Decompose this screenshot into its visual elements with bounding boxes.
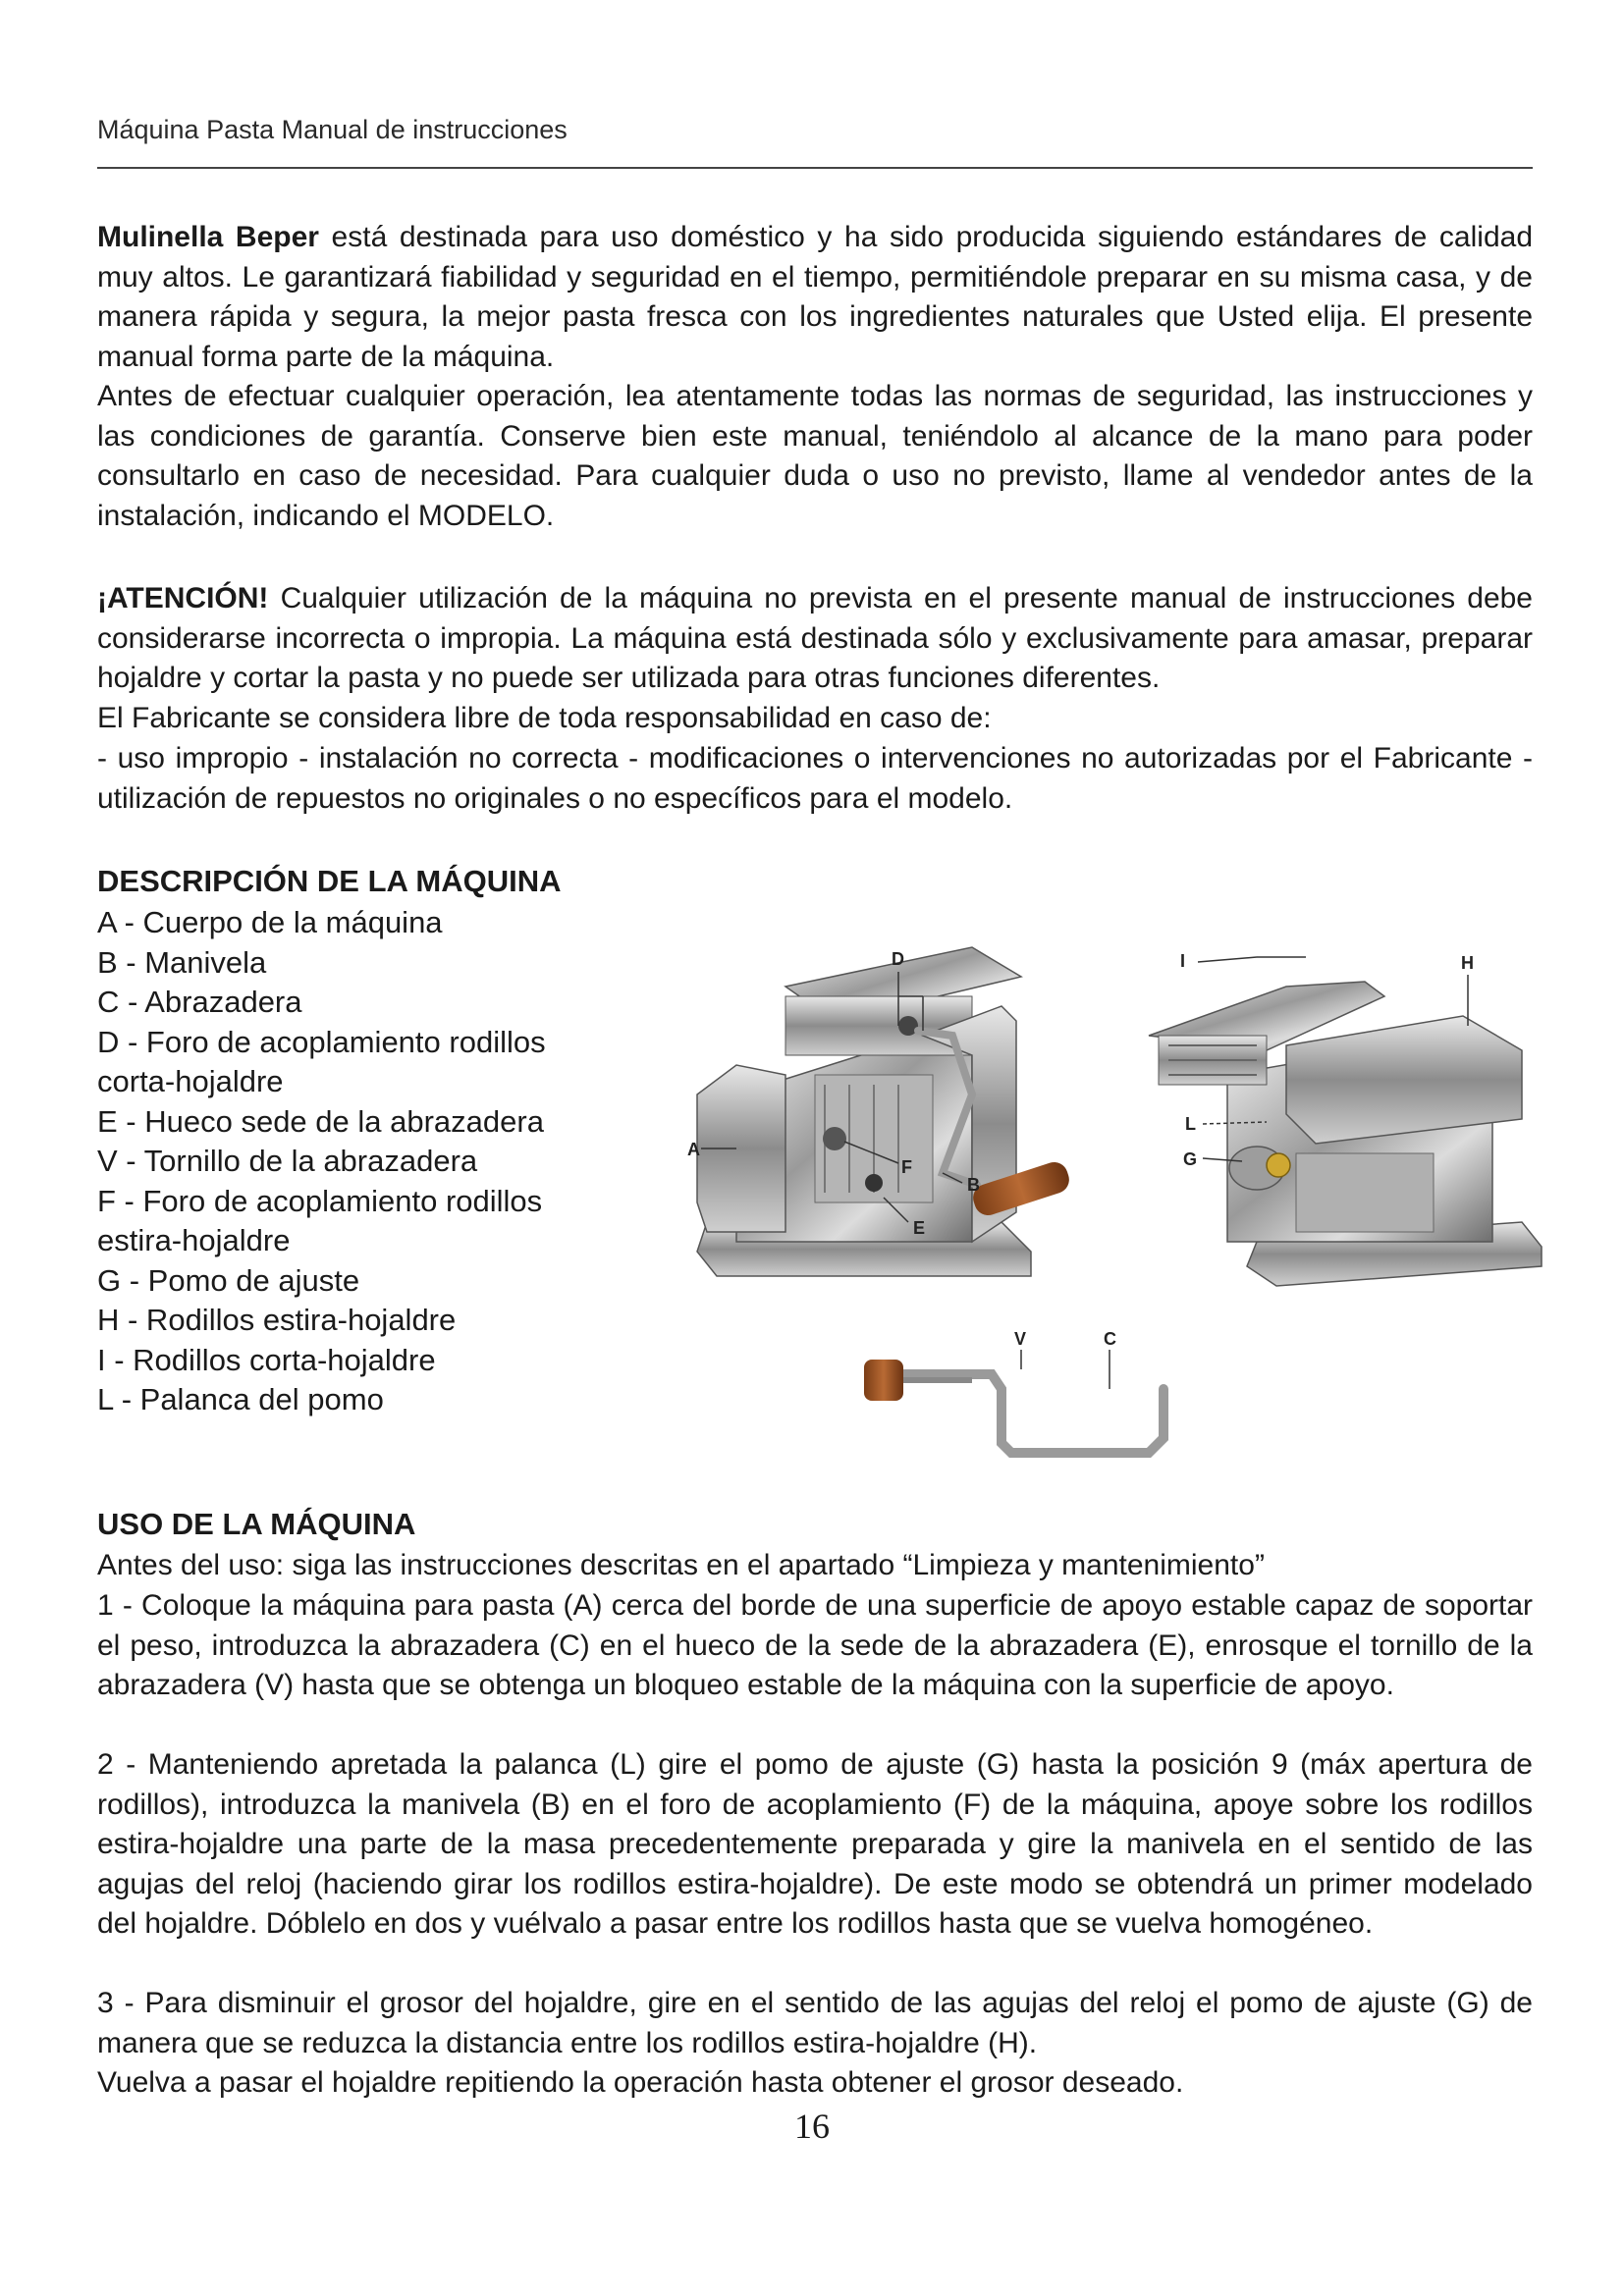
clamp-illustration <box>864 1360 1164 1453</box>
usage-heading: USO DE LA MÁQUINA <box>97 1507 416 1541</box>
intro-paragraph-2: Antes de efectuar cualquier operación, lea atentamente todas las normas de seguridad, las instrucciones y las condiciones de garantía. Conserve bien este manual, teniéndolo al alcance de la mano para poder consultarlo en caso de necesidad. Para cualquier duda o uso no previsto, llame al vendedor antes de la instalación, indicando el MODELO. <box>97 380 1533 532</box>
label-b: B <box>967 1175 980 1195</box>
label-a: A <box>687 1140 700 1159</box>
intro-text-1: está destinada para uso doméstico y ha sido producida siguiendo estándares de calidad muy altos. Le garantizará fiabilidad y seguridad en el tiempo, permitiéndole preparar en su misma casa, y de manera rápida y segura, la mejor pasta fresca con los ingredientes naturales que Usted elija. El presente manual forma parte de la máquina. <box>97 221 1533 373</box>
usage-step-3: 3 - Para disminuir el grosor del hojaldre, gire en el sentido de las agujas del reloj el pomo de ajuste (G) de manera que se reduzca la distancia entre los rodillos estira-hojaldre (H). <box>97 1987 1533 2059</box>
label-g: G <box>1183 1149 1198 1169</box>
part-item: A - Cuerpo de la máquina <box>97 905 443 939</box>
label-i: I <box>1180 951 1186 971</box>
part-item: D - Foro de acoplamiento rodillos corta-hojaldre <box>97 1024 546 1098</box>
part-item: I - Rodillos corta-hojaldre <box>97 1342 436 1377</box>
intro-paragraph-1 <box>97 218 1533 377</box>
label-f: F <box>901 1157 912 1177</box>
machine-left-illustration <box>697 947 1072 1276</box>
usage-step-1: 1 - Coloque la máquina para pasta (A) cerca del borde de una superficie de apoyo estable capaz de soportar el peso, introduzca la abrazadera (C) en el hueco de la sede de la abrazadera (E), enrosque el tornillo de la abrazadera (V) hasta que se obtenga un bloqueo estable de la máquina con la superficie de apoyo. <box>97 1589 1533 1701</box>
label-v: V <box>1014 1329 1027 1349</box>
usage-step-3-continued: Vuelva a pasar el hojaldre repitiendo la operación hasta obtener el grosor deseado. <box>97 2066 1184 2099</box>
pasta-machine-figure <box>677 928 1561 1477</box>
liability-list: - uso impropio - instalación no correcta - modificaciones o intervenciones no autorizadas por el Fabricante - utilización de repuestos no originales o no específicos para el modelo. <box>97 742 1533 815</box>
warning-text: Cualquier utilización de la máquina no prevista en el presente manual de instrucciones debe considerarse incorrecta o impropia. La máquina está destinada sólo y exclusivamente para amasar, preparar hojaldre y cortar la pasta y no puede ser utilizada para otras funciones diferentes. <box>97 582 1533 694</box>
page-number: 16 <box>794 2107 830 2146</box>
warning-paragraph <box>97 579 1533 699</box>
label-e: E <box>913 1218 926 1238</box>
description-heading: DESCRIPCIÓN DE LA MÁQUINA <box>97 864 562 898</box>
liability-intro: El Fabricante se considera libre de toda responsabilidad en caso de: <box>97 702 992 734</box>
label-c: C <box>1104 1329 1116 1349</box>
page-header: Máquina Pasta Manual de instrucciones <box>97 115 1533 169</box>
usage-intro: Antes del uso: siga las instrucciones descritas en el apartado “Limpieza y mantenimiento” <box>97 1549 1265 1581</box>
warning-label: ¡ATENCIÓN! <box>97 582 269 614</box>
part-item: V - Tornillo de la abrazadera <box>97 1144 478 1178</box>
part-item: H - Rodillos estira-hojaldre <box>97 1303 457 1337</box>
part-item: C - Abrazadera <box>97 985 302 1019</box>
label-l: L <box>1185 1114 1196 1134</box>
usage-step-2: 2 - Manteniendo apretada la palanca (L) gire el pomo de ajuste (G) hasta la posición 9 (máx apertura de rodillos), introduzca la manivela (B) en el foro de acoplamiento (F) de la máquina, apoye sobre los rodillos estira-hojaldre una parte de la masa precedentemente preparada y gire la manivela en el sentido de las agujas del reloj (haciendo girar los rodillos estira-hojaldre). De este modo se obtendrá un primer modelado del hojaldre. Dóblelo en dos y vuélvalo a pasar entre los rodillos hasta que se vuelva homogéneo. <box>97 1748 1533 1940</box>
machine-right-illustration <box>1149 982 1542 1286</box>
part-item: F - Foro de acoplamiento rodillos estira-hojaldre <box>97 1183 543 1257</box>
part-item: B - Manivela <box>97 944 267 980</box>
parts-list <box>97 903 627 1420</box>
part-item: L - Palanca del pomo <box>97 1382 384 1416</box>
label-h: H <box>1461 953 1474 973</box>
label-d: D <box>892 949 904 969</box>
part-item: G - Pomo de ajuste <box>97 1262 360 1298</box>
part-item: E - Hueco sede de la abrazadera <box>97 1103 544 1139</box>
brand-name: Mulinella Beper <box>97 221 319 253</box>
